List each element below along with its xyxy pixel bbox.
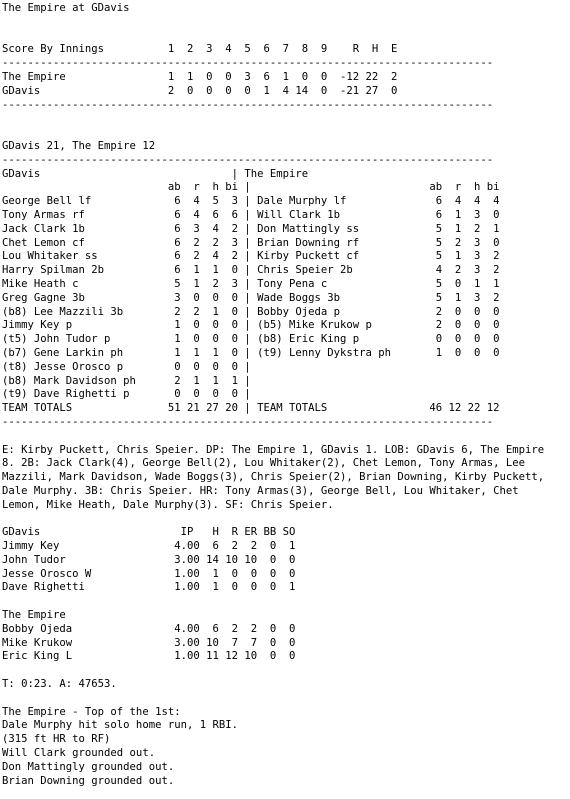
document-line <box>2 692 570 706</box>
document-line <box>2 16 570 30</box>
document-line: Jimmy Key p 1 0 0 0 | (b5) Mike Krukow p 2 0 0 0 <box>2 319 500 332</box>
document-line: Dale Murphy. 3B: Chris Speier. HR: Tony Armas(3), George Bell, Lou Whitaker, Chet <box>2 484 519 497</box>
document-line: The Empire - Top of the 1st: <box>2 705 181 718</box>
document-line: Lou Whitaker ss 6 2 4 2 | Kirby Puckett cf 5 1 3 2 <box>2 250 500 263</box>
document-line: Score By Innings 1 2 3 4 5 6 7 8 9 R H E <box>2 43 398 56</box>
document-line: Mike Heath c 5 1 2 3 | Tony Pena c 5 0 1 1 <box>2 277 500 290</box>
document-line: E: Kirby Puckett, Chris Speier. DP: The Empire 1, GDavis 1. LOB: GDavis 6, The Empire <box>2 443 545 456</box>
document-line <box>2 430 570 444</box>
document-line: Tony Armas rf 6 4 6 6 | Will Clark 1b 6 1 3 0 <box>2 208 500 221</box>
document-line <box>2 112 570 126</box>
document-line: George Bell lf 6 4 5 3 | Dale Murphy lf 6 4 4 4 <box>2 195 500 208</box>
document-line: GDavis IP H R ER BB SO <box>2 526 296 539</box>
document-line: GDavis 21, The Empire 12 <box>2 139 156 152</box>
document-line <box>2 512 570 526</box>
document-line: Dale Murphy hit solo home run, 1 RBI. <box>2 719 238 732</box>
document-line <box>2 664 570 678</box>
document-line: Mazzili, Mark Davidson, Wade Boggs(3), Chris Speier(2), Brian Downing, Kirby Puckett, <box>2 471 545 484</box>
document-line: (b8) Mark Davidson ph 2 1 1 1 | <box>2 374 251 387</box>
document-line: Jack Clark 1b 6 3 4 2 | Don Mattingly ss 5 1 2 1 <box>2 222 500 235</box>
document-line: Jimmy Key 4.00 6 2 2 0 1 <box>2 540 296 553</box>
document-line: TEAM TOTALS 51 21 27 20 | TEAM TOTALS 46 12 22 12 <box>2 402 500 415</box>
document-line: (t5) John Tudor p 1 0 0 0 | (b8) Eric King p 0 0 0 0 <box>2 333 500 346</box>
document-line: GDavis | The Empire <box>2 167 309 180</box>
document-line: GDavis 2 0 0 0 0 1 4 14 0 -21 27 0 <box>2 84 398 97</box>
document-line: Brian Downing grounded out. <box>2 774 175 787</box>
document-line: Eric King L 1.00 11 12 10 0 0 <box>2 650 296 663</box>
document-line: Chet Lemon cf 6 2 2 3 | Brian Downing rf 5 2 3 0 <box>2 236 500 249</box>
document-line: Dave Righetti 1.00 1 0 0 0 1 <box>2 581 296 594</box>
document-line <box>2 126 570 140</box>
document-line <box>2 595 570 609</box>
document-line: Harry Spilman 2b 6 1 1 0 | Chris Speier 2b 4 2 3 2 <box>2 264 500 277</box>
document-line: (t9) Dave Righetti p 0 0 0 0 | <box>2 388 251 401</box>
document-line: ----------------------------------------------------------------------------- <box>2 415 494 428</box>
document-line: ab r h bi | ab r h bi <box>2 181 500 194</box>
document-line: T: 0:23. A: 47653. <box>2 678 117 691</box>
document-line: 8. 2B: Jack Clark(4), George Bell(2), Lou Whitaker(2), Chet Lemon, Tony Armas, Lee <box>2 457 525 470</box>
document-line: ----------------------------------------------------------------------------- <box>2 57 494 70</box>
document-line: Mike Krukow 3.00 10 7 7 0 0 <box>2 636 296 649</box>
document-line: Will Clark grounded out. <box>2 747 156 760</box>
document-line: Lemon, Mike Heath, Dale Murphy(3). SF: Chris Speier. <box>2 498 334 511</box>
document-line: The Empire 1 1 0 0 3 6 1 0 0 -12 22 2 <box>2 70 398 83</box>
document-line: (315 ft HR to RF) <box>2 733 111 746</box>
document-line: ----------------------------------------------------------------------------- <box>2 98 494 111</box>
document-line <box>2 30 570 44</box>
document-line: The Empire <box>2 609 66 622</box>
document-line: Greg Gagne 3b 3 0 0 0 | Wade Boggs 3b 5 1 3 2 <box>2 291 500 304</box>
document-line: Jesse Orosco W 1.00 1 0 0 0 0 <box>2 567 296 580</box>
document-line: The Empire at GDavis <box>2 2 130 14</box>
document-line: (b8) Lee Mazzili 3b 2 2 1 0 | Bobby Ojeda p 2 0 0 0 <box>2 305 500 318</box>
document-line: ----------------------------------------------------------------------------- <box>2 153 494 166</box>
document-line: John Tudor 3.00 14 10 10 0 0 <box>2 553 296 566</box>
document-line: (b7) Gene Larkin ph 1 1 1 0 | (t9) Lenny Dykstra ph 1 0 0 0 <box>2 346 500 359</box>
document-line: Bobby Ojeda 4.00 6 2 2 0 0 <box>2 622 296 635</box>
document-line: Don Mattingly grounded out. <box>2 760 175 773</box>
document-line: (t8) Jesse Orosco p 0 0 0 0 | <box>2 360 251 373</box>
